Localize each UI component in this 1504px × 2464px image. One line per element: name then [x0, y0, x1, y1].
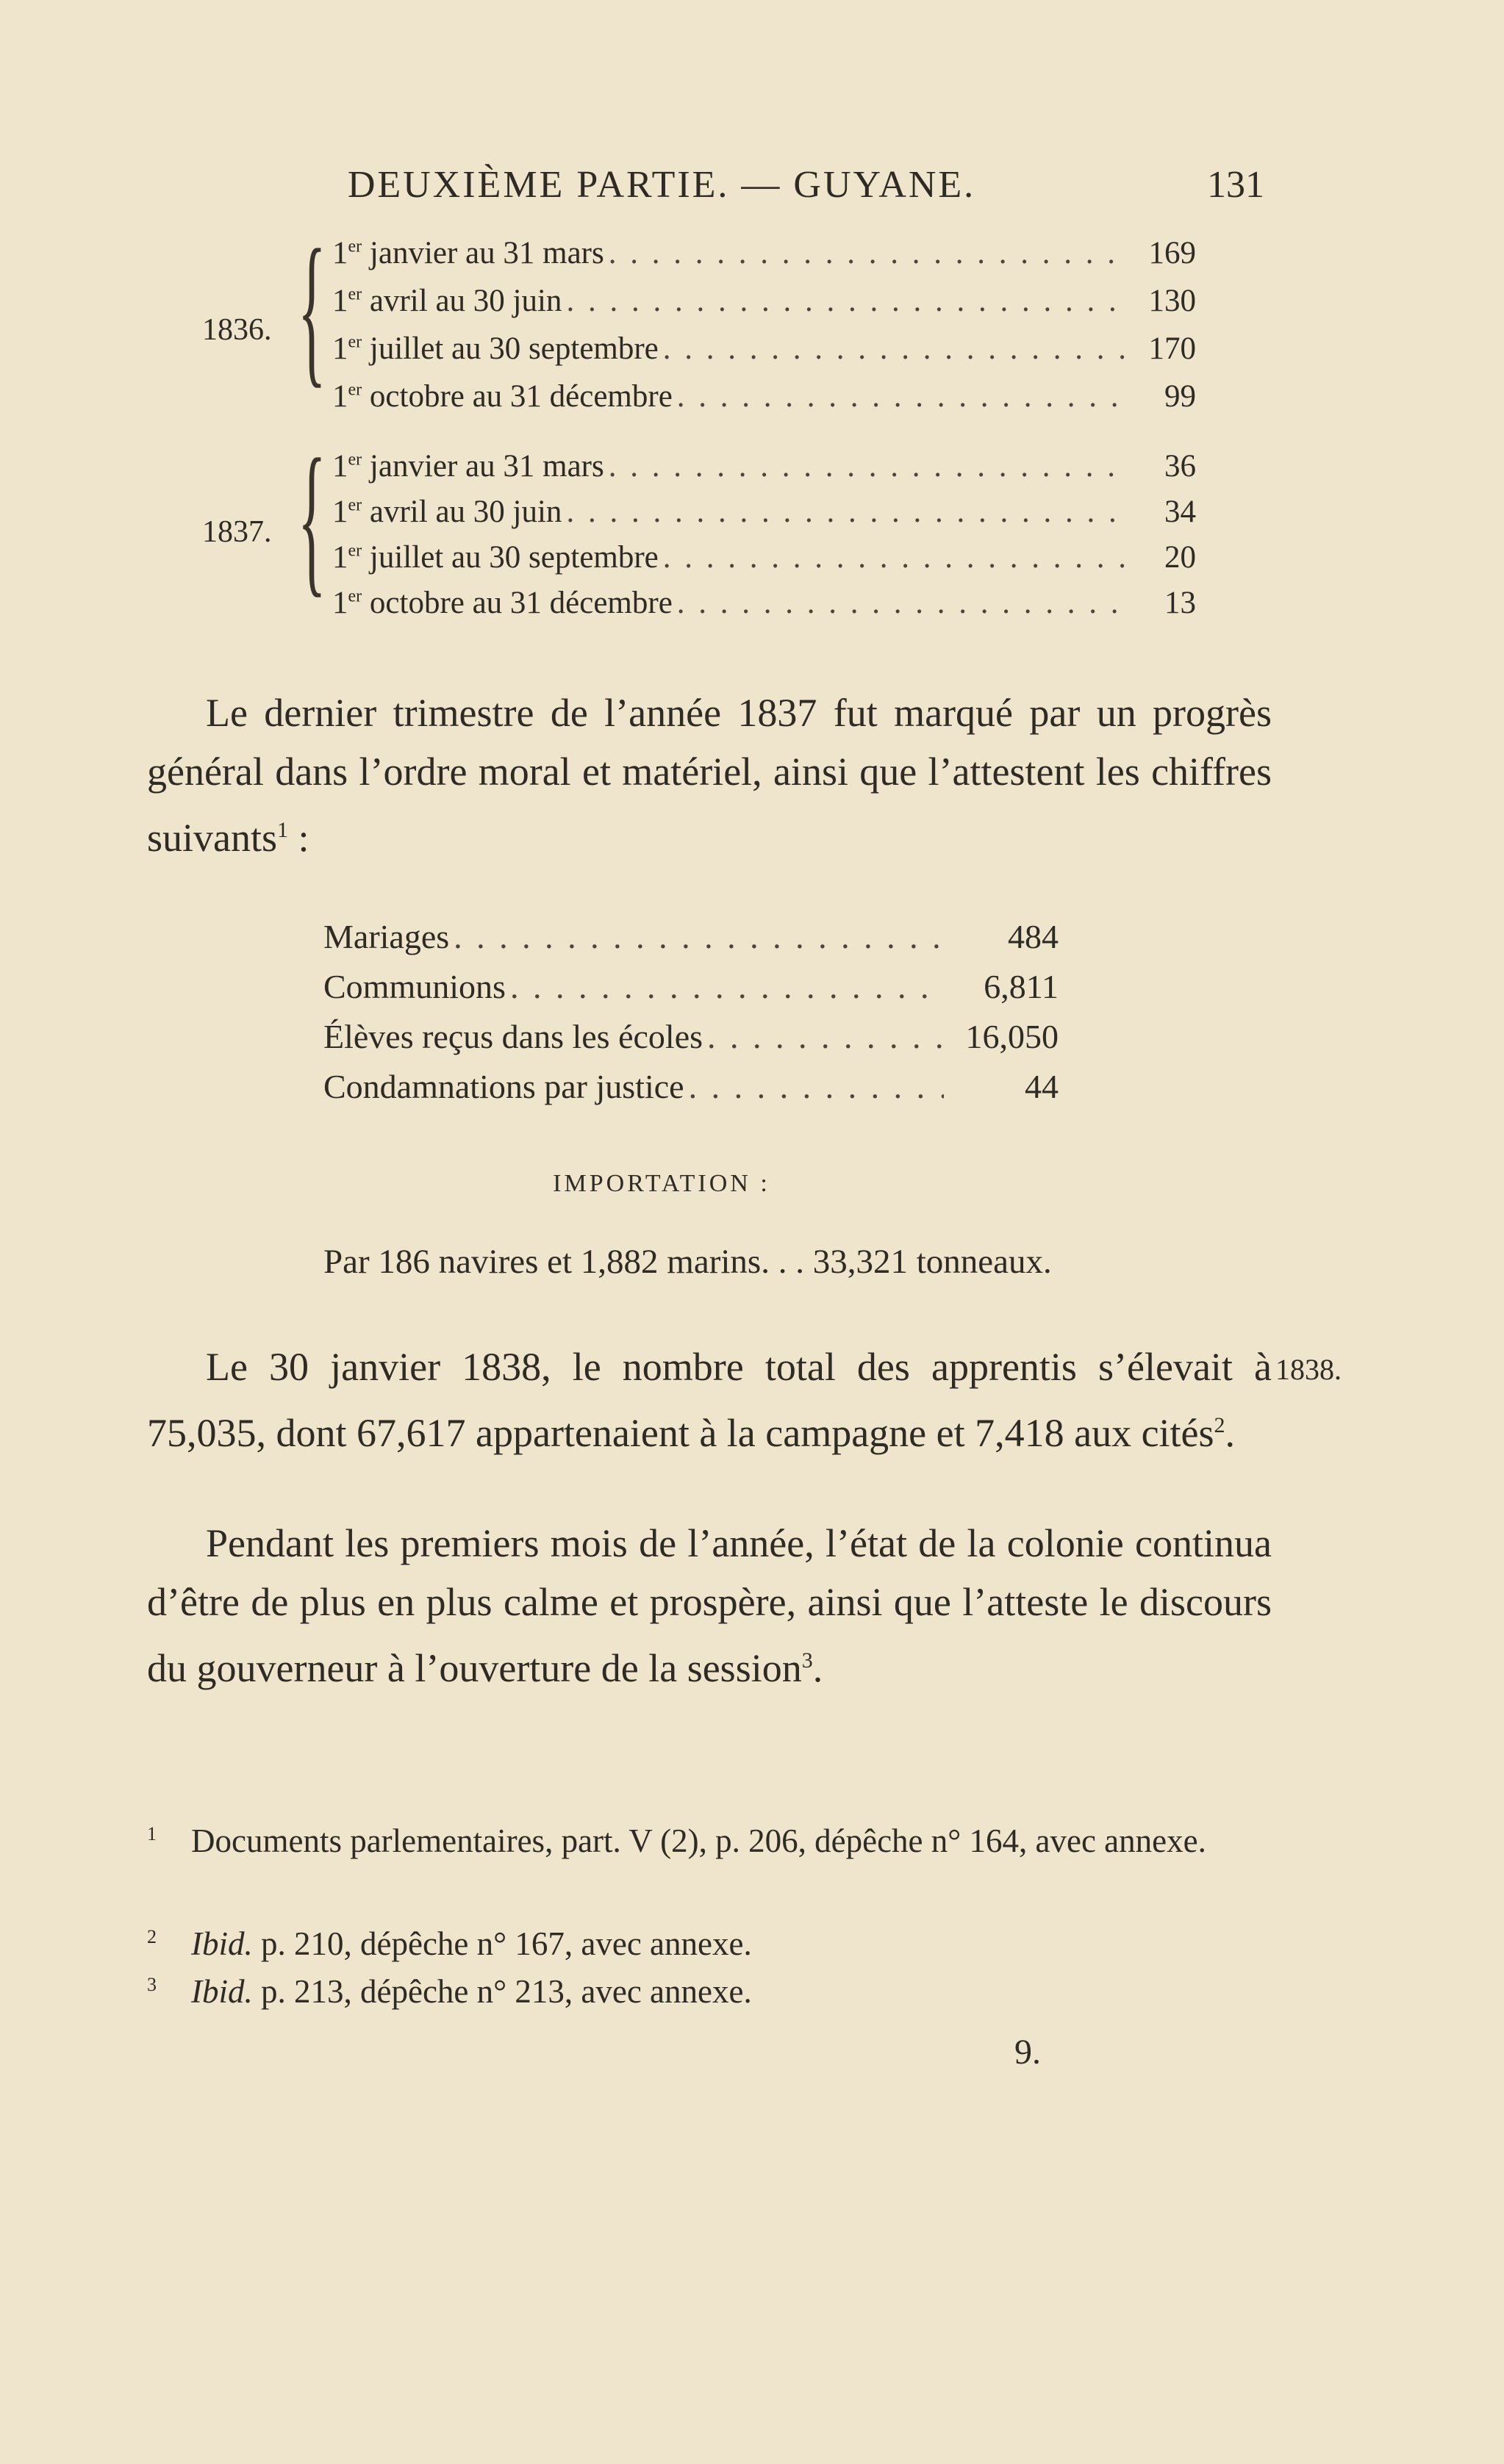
running-title: DEUXIÈME PARTIE. — GUYANE. [347, 164, 976, 206]
footnote: $^3$ Ibid. p. 213, dépêche n° 213, avec annexe. [147, 1973, 752, 2010]
signature-mark: 9. [1014, 2033, 1041, 2072]
footnote: $^1$ Documents parlementaires, part. V (2), p. 206, dépêche n° 164, avec annexe. [147, 1822, 1206, 1859]
quarter-row: 1er janvier au 31 mars . . . 169 [332, 235, 1196, 278]
stat-row: Communions . . . 6,811 [323, 967, 1059, 1016]
paragraph-1: Le dernier trimestre de l’année 1837 fut marqué par un progrès général dans l’ordre moral et matériel, ainsi que l’attestent les chiffres suivants$^1$ : [147, 691, 1272, 860]
stat-row: Condamnations par justice . . . 44 [323, 1067, 1059, 1116]
quarter-row: 1er juillet au 30 septembre . . . 170 [332, 331, 1196, 373]
footnote: $^2$ Ibid. p. 210, dépêche n° 167, avec annexe. [147, 1925, 752, 1962]
quarter-row: 1er octobre au 31 décembre . . . 13 [332, 585, 1196, 628]
year-label-1837: 1837. [202, 515, 272, 549]
paragraph-3: Pendant les premiers mois de l’année, l’état de la colonie continua d’être de plus en plus calme et prospère, ainsi que l’atteste le discours du gouverneur à l’ouverture de la session$^3$. [147, 1521, 1272, 1690]
quarter-row: 1er octobre au 31 décembre . . . 99 [332, 378, 1196, 421]
importation-line: Par 186 navires et 1,882 marins. . . 33,321 tonneaux. [323, 1243, 1052, 1281]
quarter-row: 1er avril au 30 juin . . . 130 [332, 283, 1196, 326]
paragraph-2: Le 30 janvier 1838, le nombre total des apprentis s’élevait à 75,035, dont 67,617 appartenaient à la campagne et 7,418 aux cités$^2$. [147, 1345, 1272, 1455]
brace-1837: { [298, 424, 326, 611]
importation-heading: IMPORTATION : [553, 1170, 770, 1197]
quarter-row: 1er avril au 30 juin . . . 34 [332, 494, 1196, 536]
brace-1836: { [298, 215, 326, 402]
margin-year: 1838. [1275, 1353, 1342, 1386]
quarter-row: 1er juillet au 30 septembre . . . 20 [332, 539, 1196, 582]
stat-row: Élèves reçus dans les écoles . . . 16,050 [323, 1017, 1059, 1066]
page-number: 131 [1207, 164, 1264, 206]
quarter-row: 1er janvier au 31 mars . . . 36 [332, 448, 1196, 491]
year-label-1836: 1836. [202, 313, 272, 347]
stat-row: Mariages . . . 484 [323, 917, 1059, 966]
